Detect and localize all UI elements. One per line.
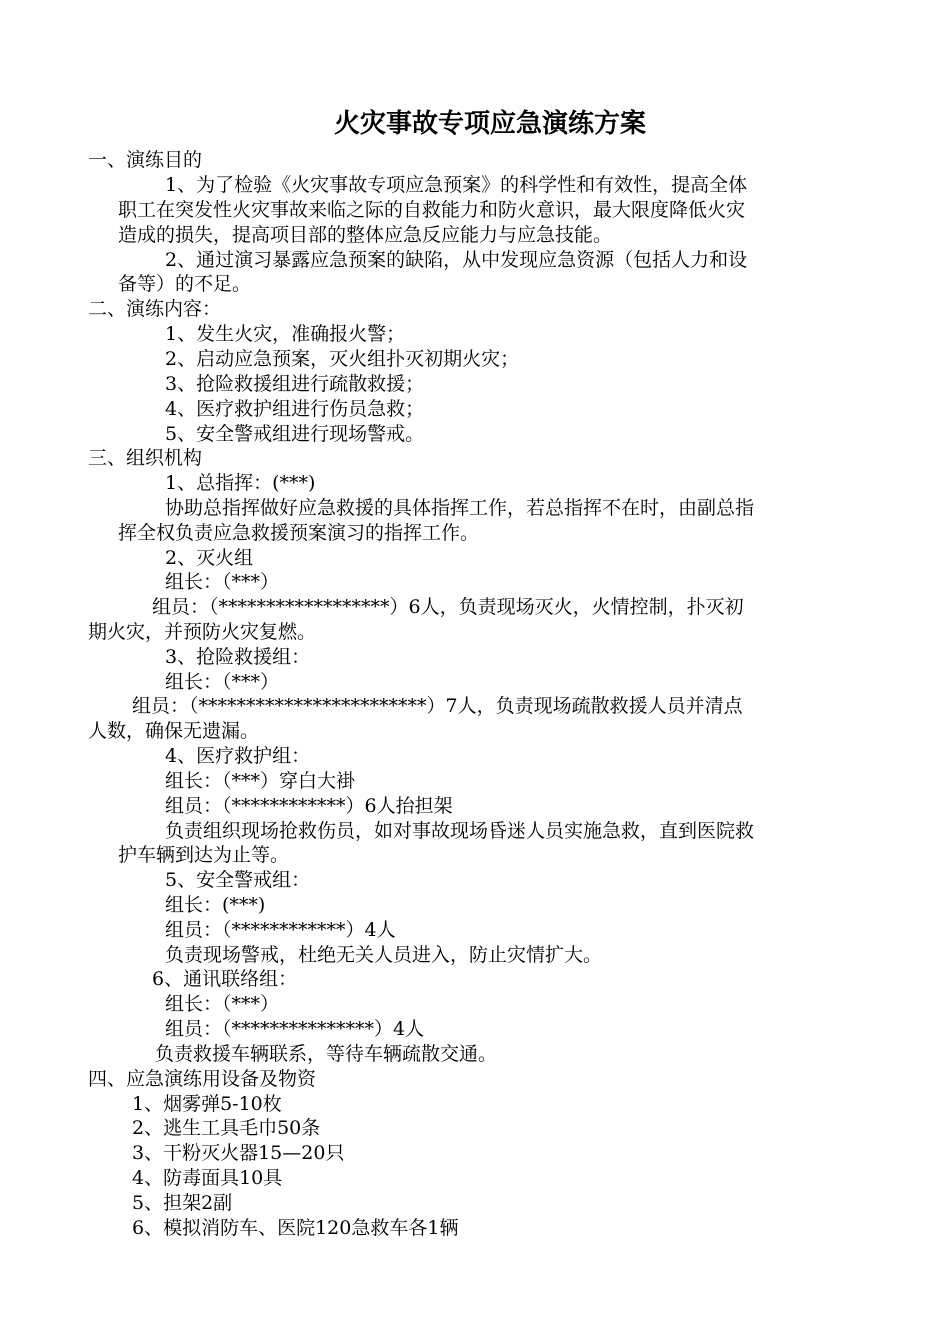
text-line: 组员：（***************）4人	[165, 1018, 425, 1040]
list-item: 4、防毒面具10具	[132, 1167, 283, 1189]
text-line: 2、通过演习暴露应急预案的缺陷，从中发现应急资源（包括人力和设	[165, 249, 748, 271]
section-heading: 四、应急演练用设备及物资	[88, 1068, 317, 1090]
text-line: 组长：（***）	[165, 993, 280, 1015]
text-line: 4、医疗救护组：	[165, 745, 311, 767]
list-item: 1、发生火灾，准确报火警；	[165, 323, 406, 345]
text-line: 组长：（***）	[165, 571, 280, 593]
list-item: 5、担架2副	[132, 1192, 233, 1214]
document-title: 火灾事故专项应急演练方案	[333, 109, 646, 139]
text-line: 组员：（************************）7人，负责现场疏散救援人员并清点	[132, 695, 743, 717]
text-line: 负责现场警戒，杜绝无关人员进入，防止灾情扩大。	[165, 944, 603, 966]
text-line: 护车辆到达为止等。	[118, 844, 290, 866]
section-heading: 二、演练内容：	[88, 298, 222, 320]
list-item: 6、模拟消防车、医院120急救车各1辆	[132, 1217, 459, 1239]
list-item: 5、安全警戒组进行现场警戒。	[165, 423, 425, 445]
text-line: 造成的损失，提高项目部的整体应急反应能力与应急技能。	[118, 224, 613, 246]
text-line: 职工在突发性火灾事故来临之际的自救能力和防火意识，最大限度降低火灾	[118, 199, 746, 221]
text-line: 组员：（******************）6人，负责现场灭火，火情控制，扑灭初	[152, 596, 744, 618]
text-line: 组长：(***)	[165, 894, 266, 916]
text-line: 挥全权负责应急救援预案演习的指挥工作。	[118, 522, 480, 544]
list-item: 1、烟雾弹5-10枚	[132, 1093, 282, 1115]
text-line: 1、总指挥：(***)	[165, 472, 316, 494]
text-line: 1、为了检验《火灾事故专项应急预案》的科学性和有效性，提高全体	[165, 174, 748, 196]
section-heading: 三、组织机构	[88, 447, 203, 469]
section-heading: 一、演练目的	[88, 149, 203, 171]
text-line: 组长：（***）穿白大褂	[165, 770, 356, 792]
list-item: 4、医疗救护组进行伤员急救；	[165, 398, 425, 420]
text-line: 人数，确保无遗漏。	[88, 720, 260, 742]
text-line: 3、抢险救援组：	[165, 646, 311, 668]
text-line: 6、通讯联络组：	[152, 968, 298, 990]
text-line: 负责救援车辆联系，等待车辆疏散交通。	[155, 1043, 498, 1065]
text-line: 备等）的不足。	[118, 273, 252, 295]
text-line: 期火灾，并预防火灾复燃。	[88, 621, 317, 643]
text-line: 5、安全警戒组：	[165, 869, 311, 891]
text-line: 组员：（************）6人抬担架	[165, 795, 453, 817]
list-item: 3、干粉灭火器15—20只	[132, 1142, 345, 1164]
list-item: 2、启动应急预案，灭火组扑灭初期火灾；	[165, 348, 520, 370]
list-item: 2、逃生工具毛巾50条	[132, 1117, 321, 1139]
text-line: 2、灭火组	[165, 547, 254, 569]
text-line: 协助总指挥做好应急救援的具体指挥工作，若总指挥不在时，由副总指	[165, 497, 755, 519]
text-line: 组长：（***）	[165, 671, 280, 693]
text-line: 组员：（************）4人	[165, 919, 396, 941]
list-item: 3、抢险救援组进行疏散救援；	[165, 373, 425, 395]
text-line: 负责组织现场抢救伤员，如对事故现场昏迷人员实施急救，直到医院救	[165, 820, 755, 842]
